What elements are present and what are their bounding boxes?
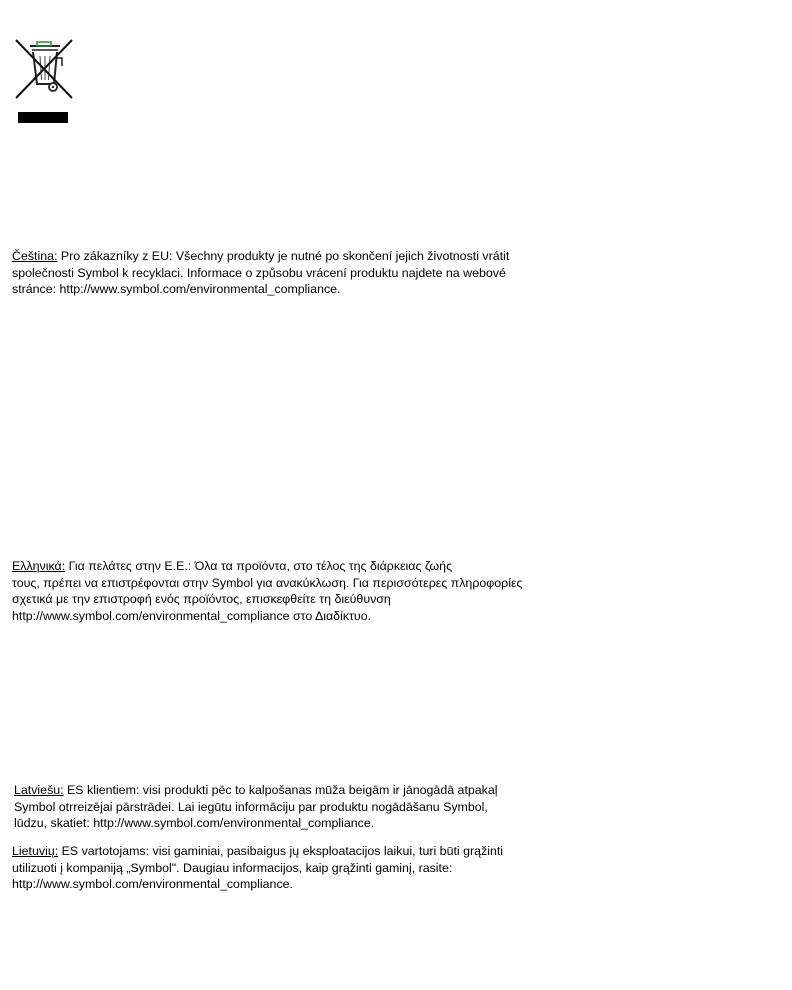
greek-line-4: http://www.symbol.com/environmental_compliance στο Διαδίκτυο. [12,608,372,623]
latvian-notice [14,782,564,832]
lithuanian-line-1: ES vartotojams: visi gaminiai, pasibaigus jų eksploatacijos laikui, turi būti grąžinti [58,844,504,858]
greek-line-2: τους, πρέπει να επιστρέφονται στην Symbol για ανακύκλωση. Για περισσότερες πληροφορίες [12,575,523,590]
czech-line-3: stránce: http://www.symbol.com/environmental_compliance. [12,282,341,296]
czech-line-1: Pro zákazníky z EU: Všechny produkty je nutné po skončení jejich životnosti vrátit [57,249,510,263]
latvian-line-2: Symbol otrreizējai pārstrādei. Lai iegūtu informāciju par produktu nogādāšanu Symbol, [14,799,488,814]
greek-line-1: Για πελάτες στην Ε.Ε.: Όλα τα προϊόντα, στο τέλος της διάρκειας ζωής [65,559,453,573]
greek-line-3: σχετικά με την επιστροφή ενός προϊόντος, επισκεφθείτε τη διεύθυνση [12,592,391,606]
greek-notice [12,558,562,624]
latvian-line-3: lūdzu, skatiet: http://www.symbol.com/environmental_compliance. [14,816,375,830]
lithuanian-line-3: http://www.symbol.com/environmental_compliance. [12,877,293,891]
czech-line-2: společnosti Symbol k recyklaci. Informace o způsobu vrácení produktu najdete na webové [12,265,506,280]
lithuanian-line-2: utilizuoti į kompaniją „Symbol". Daugiau informacijos, kaip grąžinti gaminį, rasite: [12,860,453,875]
czech-notice [12,248,562,298]
latvian-language-label: Latviešu: [14,783,64,797]
czech-language-label: Čeština: [12,249,58,263]
latvian-line-1: ES klientiem: visi produkti pēc to kalpošanas mūža beigām ir jānogādā atpakaļ [63,783,498,797]
lithuanian-language-label: Lietuvių: [12,844,59,858]
weee-crossed-bin-icon [12,36,76,126]
lithuanian-notice [12,843,562,893]
greek-language-label: Ελληνικά: [12,559,66,573]
